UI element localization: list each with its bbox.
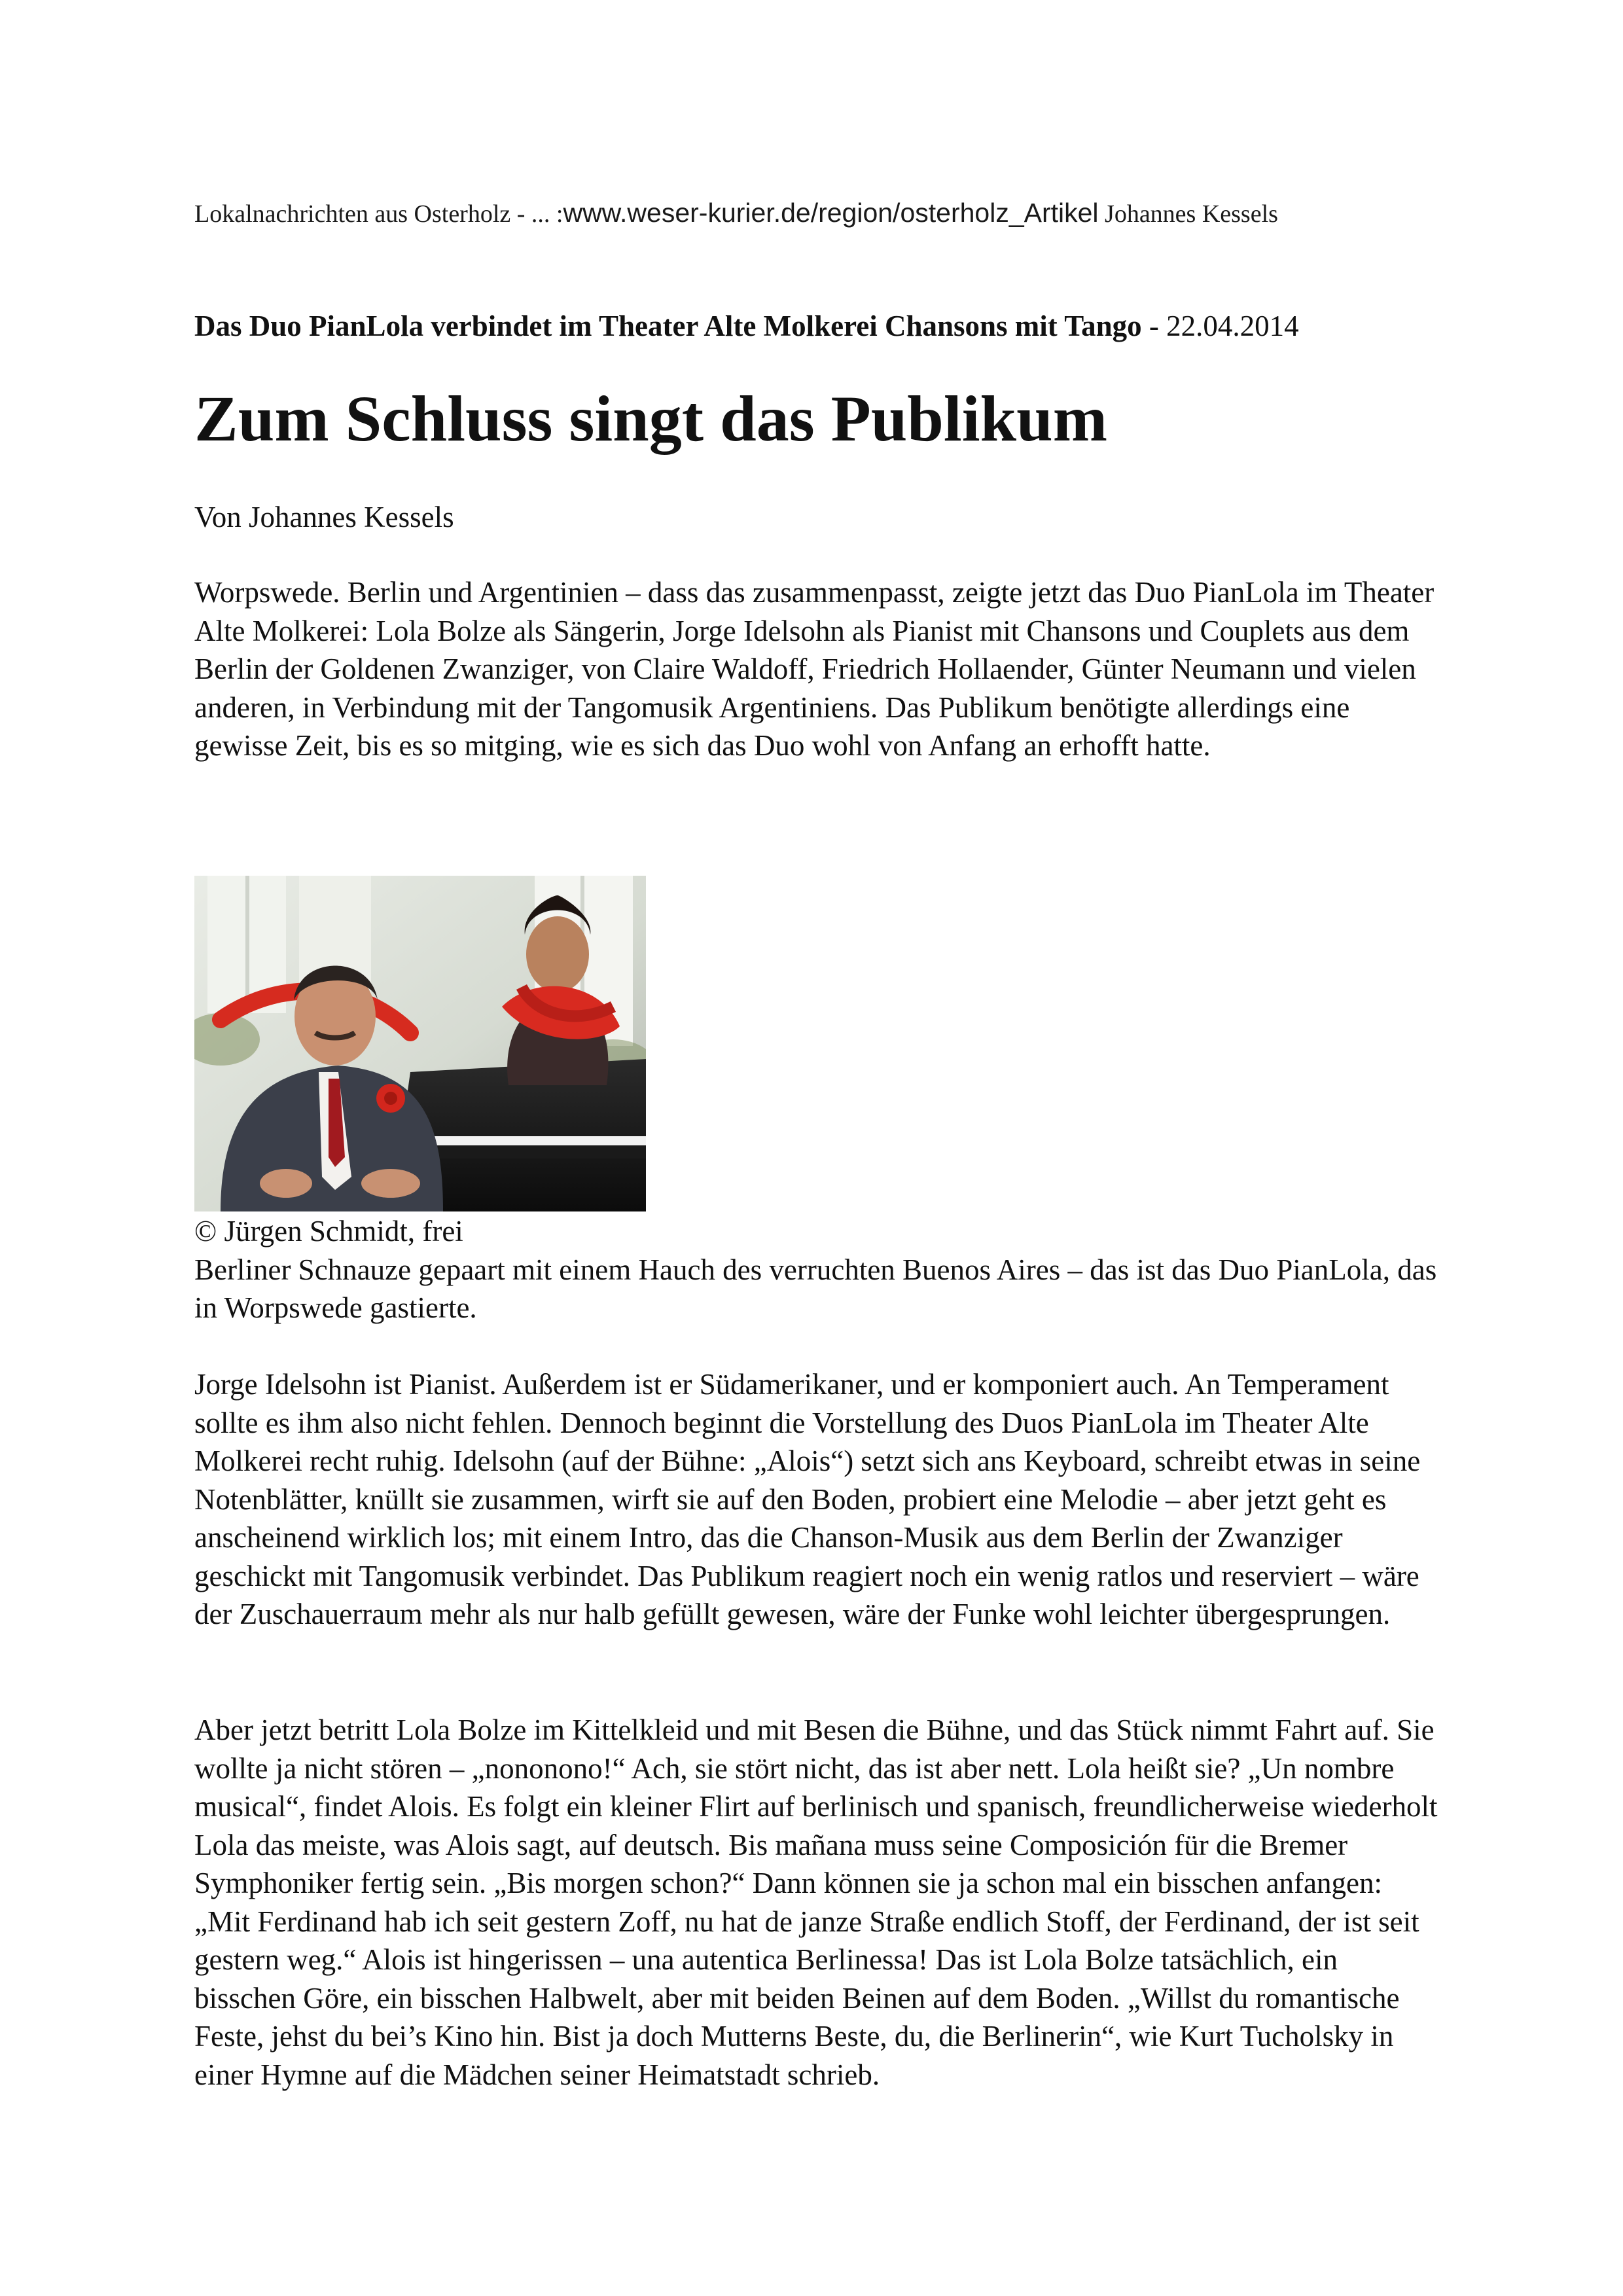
- source-line: [194, 196, 1471, 230]
- article-paragraph: Jorge Idelsohn ist Pianist. Außerdem ist er Südamerikaner, und er komponiert auch. An Temperament sollte es ihm also nicht fehlen. Dennoch beginnt die Vorstellung des Duos PianLola im Theater Alte Molkerei recht ruhig. Idelsohn (auf der Bühne: „Alois“) setzt sich ans Keyboard, schreibt etwas in seine Notenblätter, knüllt sie zusammen, wirft sie auf den Boden, probiert eine Melodie – aber jetzt geht es anscheinend wirklich los; mit einem Intro, das die Chanson-Musik aus dem Berlin der Zwanziger geschickt mit Tangomusik verbindet. Das Publikum reagiert noch ein wenig ratlos und reserviert – wäre der Zuschauerraum mehr als nur halb gefüllt gewesen, wäre der Funke wohl leichter übergesprungen.: [194, 1368, 1421, 1630]
- article-intro: Worpswede. Berlin und Argentinien – dass das zusammenpasst, zeigte jetzt das Duo PianLola im Theater Alte Molkerei: Lola Bolze als Sängerin, Jorge Idelsohn als Pianist mit Chansons und Couplets aus dem Berlin der Goldenen Zwanziger, von Claire Waldoff, Friedrich Hollaender, Günter Neumann und vielen anderen, in Verbindung mit der Tangomusik Argentiniens. Das Publikum benötigte allerdings eine gewisse Zeit, bis es so mitging, wie es sich das Duo wohl von Anfang an erhofft hatte.: [194, 576, 1435, 762]
- source-prefix: Lokalnachrichten aus Osterholz - ... :: [194, 200, 563, 228]
- article-date: 22.04.2014: [1166, 310, 1299, 342]
- photo-caption: [194, 1212, 1438, 1327]
- article-photo: [194, 876, 646, 1211]
- date-separator: -: [1141, 310, 1167, 342]
- source-author: Johannes Kessels: [1105, 200, 1278, 228]
- article-byline: Von Johannes Kessels: [194, 501, 454, 533]
- photo-caption-text: Berliner Schnauze gepaart mit einem Hauch des verruchten Buenos Aires – das ist das Duo PianLola, das in Worpswede gastierte.: [194, 1253, 1437, 1324]
- source-url: www.weser-kurier.de/region/osterholz_Artikel: [563, 198, 1099, 228]
- article-kicker: [194, 306, 1471, 346]
- article-headline: Zum Schluss singt das Publikum: [194, 382, 1108, 455]
- article-paragraph: Aber jetzt betritt Lola Bolze im Kittelkleid und mit Besen die Bühne, und das Stück nimmt Fahrt auf. Sie wollte ja nicht stören – „nononono!“ Ach, sie stört nicht, das ist aber nett. Lola heißt sie? „Un nombre musical“, findet Alois. Es folgt ein kleiner Flirt auf berlinisch und spanisch, freundlicherweise wiederholt Lola das meiste, was Alois sagt, auf deutsch. Bis mañana muss seine Composición für die Bremer Symphoniker fertig sein. „Bis morgen schon?“ Dann können sie ja schon mal ein bisschen anfangen: „Mit Ferdinand hab ich seit gestern Zoff, nu hat de janze Straße endlich Stoff, der Ferdinand, der ist seit gestern weg.“ Alois ist hingerissen – una autentica Berlinessa! Das ist Lola Bolze tatsächlich, ein bisschen Göre, ein bisschen Halbwelt, aber mit beiden Beinen auf dem Boden. „Willst du romantische Feste, jehst du bei’s Kino hin. Bist ja doch Mutterns Beste, du, die Berlinerin“, wie Kurt Tucholsky in einer Hymne auf die Mädchen seiner Heimatstadt schrieb.: [194, 1713, 1438, 2091]
- kicker-text: Das Duo PianLola verbindet im Theater Alte Molkerei Chansons mit Tango: [194, 310, 1142, 342]
- photo-credit: © Jürgen Schmidt, frei: [194, 1215, 463, 1247]
